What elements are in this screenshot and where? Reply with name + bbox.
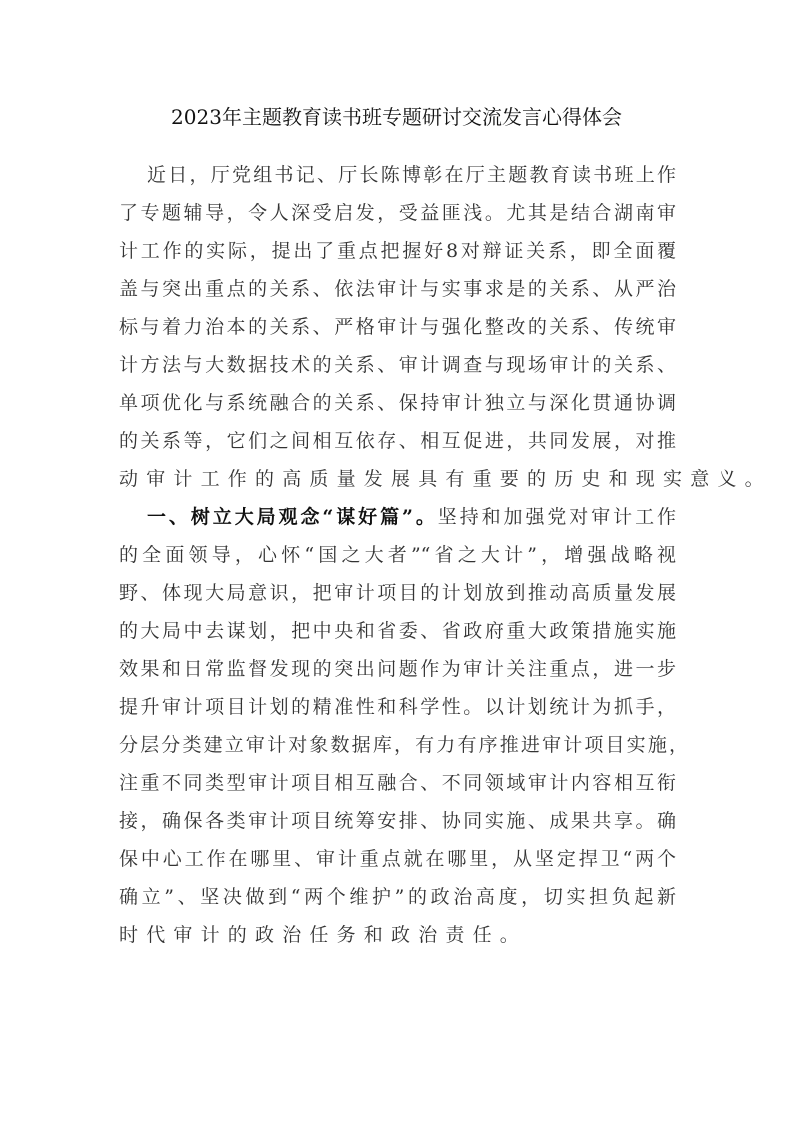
text-line: 提升审计项目计划的精准性和科学性。以计划统计为抓手， [119,696,676,718]
text-line: 注重不同类型审计项目相互融合、不同领域审计内容相互衔 [119,772,676,794]
text-line: 的关系等，它们之间相互依存、相互促进，共同发展，对推 [119,430,676,452]
text-line: 的全面领导，心怀“国之大者”“省之大计”，增强战略视 [119,544,676,566]
document-title: 2023年主题教育读书班专题研讨交流发言心得体会 [171,105,622,129]
section-heading: 一、树立大局观念“谋好篇”。 [147,506,438,528]
text-line: 确立”、坚决做到“两个维护”的政治高度，切实担负起新 [119,886,676,908]
text-line: 野、体现大局意识，把审计项目的计划放到推动高质量发展 [119,582,676,604]
text-line: 动审计工作的高质量发展具有重要的历史和现实意义。 [119,468,772,490]
text-line: 的大局中去谋划，把中央和省委、省政府重大政策措施实施 [119,620,676,642]
paragraph-intro [119,156,772,498]
text-line: 标与着力治本的关系、严格审计与强化整改的关系、传统审 [119,316,676,338]
text-line: 盖与突出重点的关系、依法审计与实事求是的关系、从严治 [119,278,676,300]
text-line: 分层分类建立审计对象数据库，有力有序推进审计项目实施， [119,734,688,756]
text-line [119,498,676,536]
text-line: 时代审计的政治任务和政治责任。 [119,924,528,946]
text-span: 坚持和加强党对审计工作 [437,506,676,528]
text-line: 保中心工作在哪里、审计重点就在哪里，从坚定捍卫“两个 [119,848,676,870]
text-line: 计方法与大数据技术的关系、审计调查与现场审计的关系、 [119,354,676,376]
text-line: 近日，厅党组书记、厅长陈博彰在厅主题教育读书班上作 [147,164,676,186]
text-line: 接，确保各类审计项目统筹安排、协同实施、成果共享。确 [119,810,676,832]
text-line: 效果和日常监督发现的突出问题作为审计关注重点，进一步 [119,658,676,680]
text-line: 计工作的实际，提出了重点把握好8对辩证关系，即全面覆 [119,240,676,262]
document-body [119,156,772,954]
text-line: 单项优化与系统融合的关系、保持审计独立与深化贯通协调 [119,392,676,414]
text-line: 了专题辅导，令人深受启发，受益匪浅。尤其是结合湖南审 [119,202,676,224]
paragraph-section-1 [119,498,688,954]
